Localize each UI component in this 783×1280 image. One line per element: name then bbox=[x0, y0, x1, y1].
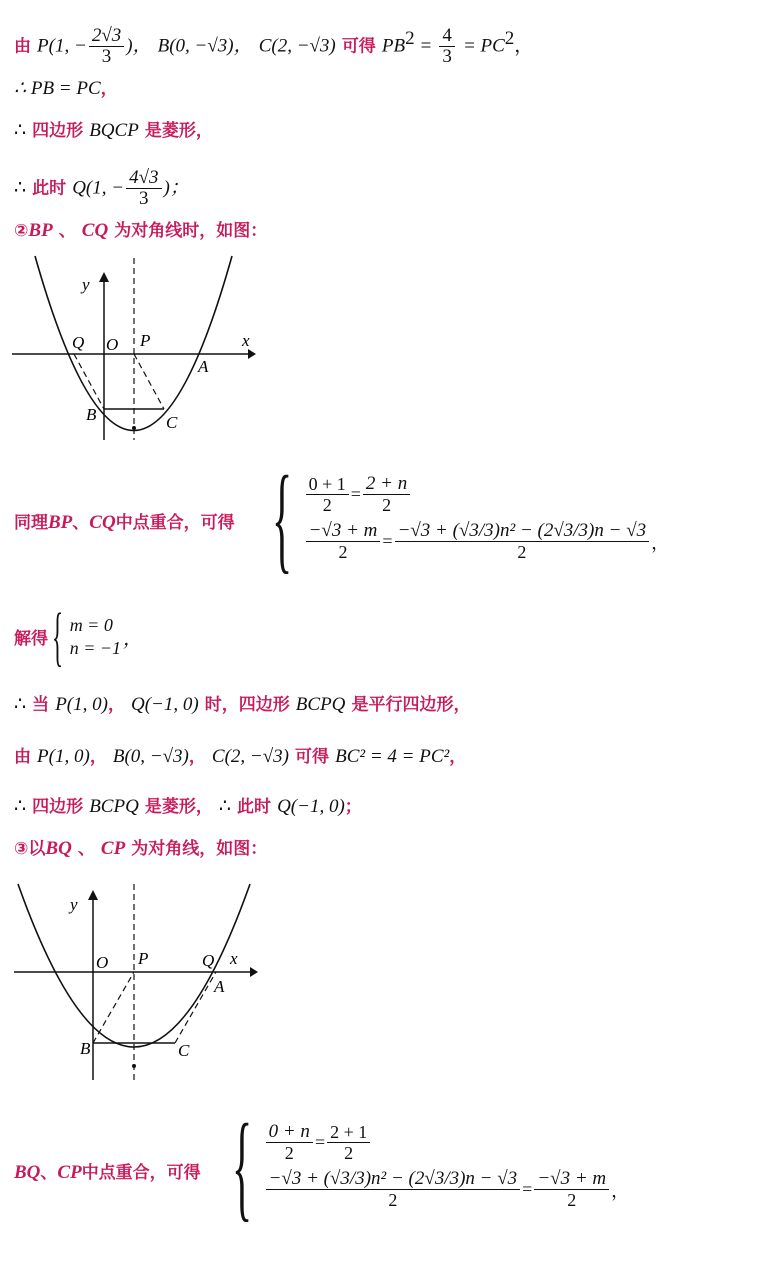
point-q: Q(−1, 0) bbox=[131, 694, 199, 715]
therefore: ∴ bbox=[14, 177, 27, 199]
label-a: A bbox=[198, 357, 209, 376]
denominator: 2 bbox=[517, 542, 527, 562]
denominator: 2 bbox=[338, 542, 348, 562]
comma: ， bbox=[514, 34, 534, 57]
numerator: 4√3 bbox=[126, 168, 161, 189]
bcpq: BCPQ bbox=[89, 796, 139, 817]
fraction-4-3 bbox=[439, 26, 455, 67]
exp: 2 bbox=[405, 28, 415, 50]
label-p: P bbox=[138, 949, 149, 968]
label-y: y bbox=[82, 275, 90, 294]
system-1 bbox=[272, 451, 670, 584]
circled-3: ③以 bbox=[14, 839, 46, 859]
bp: BP bbox=[28, 220, 53, 241]
line-8 bbox=[14, 692, 470, 717]
label-x: x bbox=[230, 949, 238, 968]
cq: CQ bbox=[89, 512, 116, 533]
semicolon: ； bbox=[344, 797, 362, 817]
denominator: 3 bbox=[139, 188, 149, 209]
text-kede: 可得 bbox=[295, 747, 330, 767]
numerator: −√3 + (√3/3)n² − (2√3/3)n − √3 bbox=[266, 1169, 521, 1190]
system-row-1: $\frac{0 + n}{2}$ = $\frac{2 + 1}{2}$ bbox=[264, 1122, 630, 1163]
numerator: 0 + n bbox=[266, 1122, 313, 1143]
label-y: y bbox=[70, 895, 78, 914]
denominator: 2 bbox=[284, 1143, 294, 1163]
sep: 、 bbox=[58, 221, 76, 241]
brace: { bbox=[232, 1099, 253, 1232]
line-6-label bbox=[14, 510, 235, 535]
comma: ， bbox=[89, 747, 107, 767]
text-midpoint: 中点重合，可得 bbox=[115, 513, 235, 533]
denominator: 2 bbox=[382, 495, 392, 515]
text-rhombus: 是菱形， bbox=[144, 121, 213, 141]
point-p: P(1, 0) bbox=[55, 694, 108, 715]
close-paren: )， bbox=[126, 35, 152, 57]
label-c: C bbox=[166, 413, 178, 432]
label-o: O bbox=[106, 335, 119, 354]
therefore: ∴ bbox=[218, 796, 231, 817]
system-rows bbox=[264, 1122, 630, 1210]
text-rhombus: 是菱形， bbox=[144, 797, 213, 817]
point-c: C(2, −√3) bbox=[211, 746, 289, 767]
text-diagonal: 为对角线，如图： bbox=[131, 839, 268, 859]
denominator: 3 bbox=[101, 46, 112, 67]
numerator: 2 + n bbox=[363, 474, 410, 495]
pb-eq-pc: ∴ PB = PC bbox=[14, 78, 101, 99]
therefore: ∴ bbox=[14, 694, 27, 715]
system-row-2: $\frac{-√3 + m}{2}$ = $\frac{\text{−√3 + (√3/3)n² − (2√3/3)n − √3}}{2}$ ， bbox=[304, 521, 670, 562]
numerator: −√3 + (√3/3)n² − (2√3/3)n − √3 bbox=[395, 521, 650, 542]
system-rows bbox=[304, 474, 670, 562]
bcpq: BCPQ bbox=[295, 694, 346, 715]
system-2 bbox=[232, 1099, 630, 1232]
comma: ， bbox=[122, 628, 142, 650]
text-kede: 可得 bbox=[341, 36, 376, 57]
label-q: Q bbox=[72, 333, 85, 352]
solution-m: m = 0 bbox=[69, 615, 113, 635]
line-2 bbox=[14, 76, 118, 101]
comma: ， bbox=[107, 695, 125, 715]
line-5 bbox=[14, 218, 267, 243]
therefore: ∴ bbox=[14, 796, 27, 817]
text-when-quad: 时，四边形 bbox=[204, 695, 290, 715]
text-when: 当 bbox=[32, 695, 50, 715]
figure-1 bbox=[10, 250, 260, 445]
system-row-1: $\frac{0 + 1}{2}$ = $\frac{2 + n}{2}$ bbox=[304, 474, 670, 515]
label-b: B bbox=[80, 1039, 91, 1058]
sep: 、 bbox=[72, 513, 90, 533]
line-4 bbox=[14, 168, 189, 209]
text-midpoint: 中点重合，可得 bbox=[81, 1163, 201, 1183]
point-q: Q(−1, 0) bbox=[277, 796, 345, 817]
point-b: B(0, −√3)， bbox=[157, 35, 253, 57]
text-solve: 解得 bbox=[14, 629, 48, 649]
bp: BP bbox=[48, 512, 73, 533]
sep: 、 bbox=[40, 1163, 58, 1183]
cq: CQ bbox=[81, 220, 109, 241]
brace: { bbox=[52, 600, 64, 673]
bq: BQ bbox=[14, 1162, 41, 1183]
point-c: C(2, −√3) bbox=[258, 35, 336, 57]
point-b: B(0, −√3) bbox=[112, 746, 189, 767]
text-quadrilateral: 四边形 bbox=[32, 121, 84, 141]
sep: 、 bbox=[77, 839, 95, 859]
comma: ， bbox=[449, 747, 467, 767]
text-you: 由 bbox=[14, 36, 31, 57]
pb: PB bbox=[381, 35, 406, 57]
denominator: 3 bbox=[442, 46, 452, 67]
label-o: O bbox=[96, 953, 109, 972]
denominator: 2 bbox=[388, 1190, 398, 1210]
numerator: 2 + 1 bbox=[327, 1122, 370, 1143]
text-similarly: 同理 bbox=[14, 513, 48, 533]
line-12-label bbox=[14, 1160, 201, 1185]
numerator: −√3 + m bbox=[306, 521, 381, 542]
denominator: 2 bbox=[344, 1143, 354, 1163]
point-p: P(1, − bbox=[37, 35, 87, 57]
bq: BQ bbox=[45, 838, 72, 859]
numerator: 2√3 bbox=[89, 26, 124, 47]
circled-2: ② bbox=[14, 221, 29, 241]
pc: = PC bbox=[462, 35, 505, 57]
text-quadrilateral: 四边形 bbox=[32, 797, 84, 817]
figure-2 bbox=[10, 880, 260, 1085]
label-b: B bbox=[86, 405, 97, 424]
numerator: −√3 + m bbox=[534, 1169, 609, 1190]
numerator: 4 bbox=[439, 26, 455, 47]
bc-eq: BC² = 4 = PC² bbox=[335, 746, 450, 767]
therefore: ∴ bbox=[14, 120, 27, 141]
label-x: x bbox=[242, 331, 250, 350]
label-a: A bbox=[214, 977, 225, 996]
label-c: C bbox=[178, 1041, 190, 1060]
point-p: P(1, 0) bbox=[37, 746, 90, 767]
point-q: Q(1, − bbox=[72, 177, 125, 199]
text-parallelogram: 是平行四边形， bbox=[351, 695, 471, 715]
comma: ， bbox=[100, 79, 118, 99]
fraction bbox=[89, 26, 124, 67]
equals: = bbox=[420, 35, 432, 57]
system-solution bbox=[52, 600, 142, 673]
fraction bbox=[126, 168, 161, 209]
system-rows bbox=[70, 615, 121, 659]
line-11 bbox=[14, 836, 267, 861]
system-row-2: $\frac{\text{−√3 + (√3/3)n² − (2√3/3)n − √3}}{2}$ = $\frac{-√3 + m}{2}$ ， bbox=[264, 1169, 630, 1210]
solution-n: n = −1 bbox=[69, 638, 121, 658]
comma: ， bbox=[188, 747, 206, 767]
numerator: 0 + 1 bbox=[306, 474, 349, 495]
text-now: 此时 bbox=[32, 178, 67, 199]
text-now: 此时 bbox=[237, 797, 272, 817]
denominator: 2 bbox=[322, 495, 332, 515]
brace: { bbox=[272, 451, 293, 584]
close: )； bbox=[163, 177, 189, 199]
bqcp: BQCP bbox=[89, 120, 139, 141]
text-you: 由 bbox=[14, 747, 31, 767]
line-1 bbox=[14, 26, 533, 67]
denominator: 2 bbox=[567, 1190, 577, 1210]
cp: CP bbox=[57, 1162, 82, 1183]
exp: 2 bbox=[504, 28, 515, 50]
line-3 bbox=[14, 118, 213, 143]
label-q: Q bbox=[202, 951, 215, 970]
line-9 bbox=[14, 744, 466, 769]
text-diagonal: 为对角线时，如图： bbox=[114, 221, 268, 241]
comma: ， bbox=[651, 532, 670, 553]
line-7-label bbox=[14, 626, 48, 651]
cp: CP bbox=[100, 838, 126, 859]
line-10 bbox=[14, 794, 362, 819]
comma: ， bbox=[611, 1180, 630, 1201]
label-p: P bbox=[140, 331, 151, 350]
